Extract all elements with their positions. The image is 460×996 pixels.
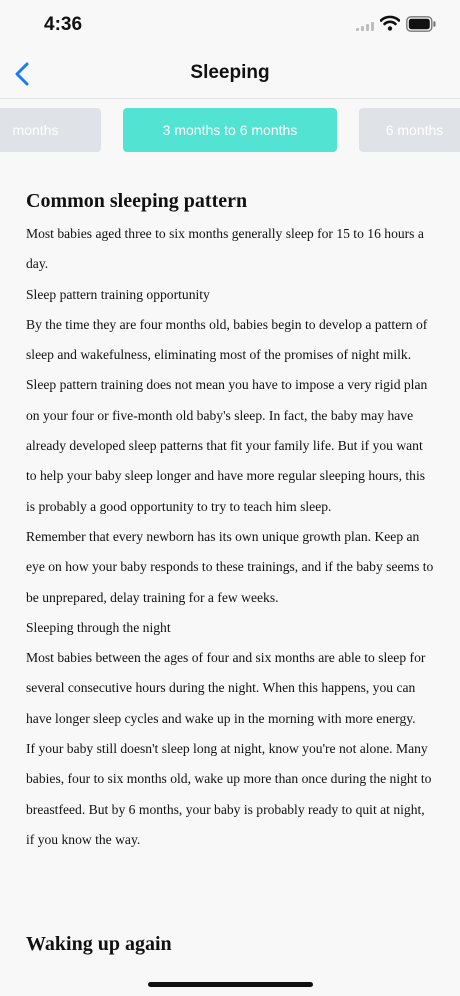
tab-label: 3 months to 6 months bbox=[162, 122, 298, 138]
paragraph: Remember that every newborn has its own unique growth plan. Keep an eye on how your baby responds to these trainings, and if the baby seems to be unprepared, delay training for a few weeks. bbox=[26, 528, 434, 605]
page-title: Sleeping bbox=[190, 62, 270, 83]
subheading: Sleep pattern training opportunity bbox=[26, 286, 210, 302]
tab-next-range[interactable] bbox=[359, 108, 460, 152]
navigation-bar bbox=[0, 50, 460, 99]
subheading: Sleeping through the night bbox=[26, 619, 171, 635]
paragraph: By the time they are four months old, babies begin to develop a pattern of sleep and wakefulness, eliminating most of the promises of night milk. bbox=[26, 316, 428, 363]
status-bar bbox=[0, 0, 460, 50]
tab-3-to-6-months[interactable] bbox=[123, 108, 337, 152]
battery-icon bbox=[406, 16, 436, 32]
paragraph: If your baby still doesn't sleep long at night, know you're not alone. Many babies, four to six months old, wake up more than once during the night to breastfeed. But by 6 months, your baby is probably ready to quit at night, if you know the way. bbox=[26, 741, 432, 847]
age-range-tabs bbox=[0, 98, 460, 168]
section-title: Waking up again bbox=[26, 933, 172, 956]
status-time: 4:36 bbox=[44, 14, 83, 35]
section-title: Common sleeping pattern bbox=[26, 190, 248, 212]
paragraph: Most babies between the ages of four and six months are able to sleep for several consecutive hours during the night. When this happens, you can have longer sleep cycles and wake up in the morning with more energy. bbox=[26, 650, 426, 726]
home-indicator bbox=[148, 982, 313, 987]
article-content bbox=[26, 176, 434, 962]
tab-label: months bbox=[12, 122, 59, 138]
tab-previous-range[interactable] bbox=[0, 108, 101, 152]
tab-label: 6 months bbox=[385, 122, 444, 138]
paragraph: Sleep pattern training does not mean you have to impose a very rigid plan on your four or five-month old baby's sleep. In fact, the baby may have already developed sleep patterns that fit your family life. But if you want to help your baby sleep longer and have more regular sleeping hours, this is probably a good opportunity to try to teach him sleep. bbox=[26, 377, 428, 514]
paragraph: Most babies aged three to six months generally sleep for 15 to 16 hours a day. bbox=[26, 226, 424, 272]
wifi-icon bbox=[380, 15, 400, 31]
section-spacer bbox=[26, 855, 434, 919]
signal-icon bbox=[356, 21, 374, 31]
